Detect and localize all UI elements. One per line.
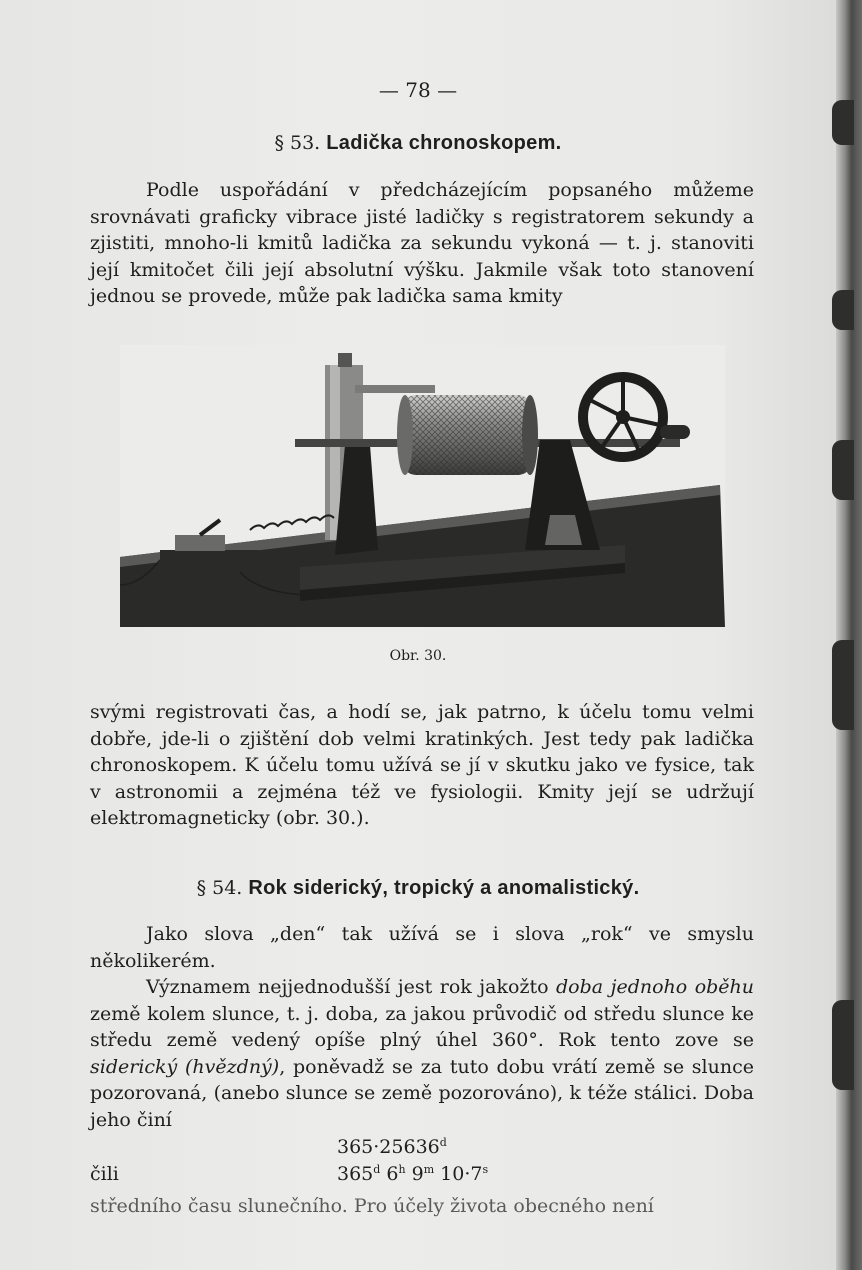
unit-superscript: d [373, 1163, 381, 1176]
section-53-title: Ladička chronoskopem. [326, 132, 562, 154]
page-edge-tab [832, 1000, 854, 1090]
section-54-title: Rok siderický, tropický a anomalistický. [248, 877, 640, 899]
minutes-value: 9 [411, 1163, 424, 1185]
value-text: 365·25636 [337, 1136, 440, 1158]
unit-superscript: h [398, 1163, 406, 1176]
paragraph-text: Jako slova „den“ tak užívá se i slova „rok“ ve smyslu několikerém. [90, 923, 754, 972]
text-run: země kolem slunce, t. j. doba, za jakou průvodič od středu slunce ke středu země vedený opíše plný úhel 360°. Rok tento zove se [90, 1002, 754, 1051]
emphasis-text: doba jednoho oběhu [556, 976, 755, 998]
section-54-last-line [90, 1193, 754, 1220]
sidereal-year-decimal [337, 1136, 447, 1158]
unit-superscript: m [423, 1163, 435, 1176]
section-53-paragraph-1 [90, 177, 754, 310]
section-53-heading [0, 132, 836, 155]
text-run: , poněvadž se za tuto dobu vrátí země se slunce pozorovaná, (anebo slunce se země pozorováno), k téže stálici. Doba jeho činí [90, 1055, 754, 1131]
figure-caption: Obr. 30. [389, 648, 447, 664]
page-edge-tab [832, 290, 854, 330]
section-54-paragraph-2 [90, 974, 754, 1133]
section-54-paragraph-1 [90, 921, 754, 974]
section-54-heading [0, 877, 836, 900]
page-number: — 78 — [378, 78, 458, 102]
hours-value: 6 [386, 1163, 399, 1185]
section-54-number: § 54. [196, 877, 243, 899]
seconds-value: 10·7 [440, 1163, 483, 1185]
unit-superscript: s [482, 1163, 489, 1176]
paragraph-text [90, 974, 754, 1133]
unit-superscript: d [439, 1136, 447, 1149]
page-edge-tab [832, 440, 854, 500]
emphasis-text: siderický (hvězdný) [90, 1055, 280, 1078]
text-run: Významem nejjednodušší jest rok jakožto [146, 976, 557, 998]
cili-label: čili [90, 1163, 119, 1185]
paragraph-text: Podle uspořádání v předcházejícím popsaného můžeme srovnávati graficky vibrace jisté ladičky s registratorem sekundy a zjistiti, mnoho-li kmitů ladička za sekundu vykoná — t. j. stanoviti její kmitočet čili její absolutní výšku. Jakmile však toto stanovení jednou se provede, může pak ladička sama kmity [90, 179, 754, 307]
paragraph-text: svými registrovati čas, a hodí se, jak patrno, k účelu tomu velmi dobře, jde-li o zjištění dob velmi kratinkých. Jest tedy pak ladička chronoskopem. K účelu tomu užívá se jí v skutku jako ve fysice, tak v astronomii a zejména též ve fysiologii. Kmity její se udržují elektromagneticky (obr. 30.). [90, 701, 754, 829]
section-53-paragraph-2 [90, 699, 754, 832]
section-53-number: § 53. [274, 132, 321, 154]
sidereal-year-dhms [337, 1163, 488, 1185]
days-value: 365 [337, 1163, 374, 1185]
paragraph-text: středního času slunečního. Pro účely života obecného není [90, 1195, 654, 1217]
figure-tuning-fork-chronoscope [120, 345, 725, 627]
